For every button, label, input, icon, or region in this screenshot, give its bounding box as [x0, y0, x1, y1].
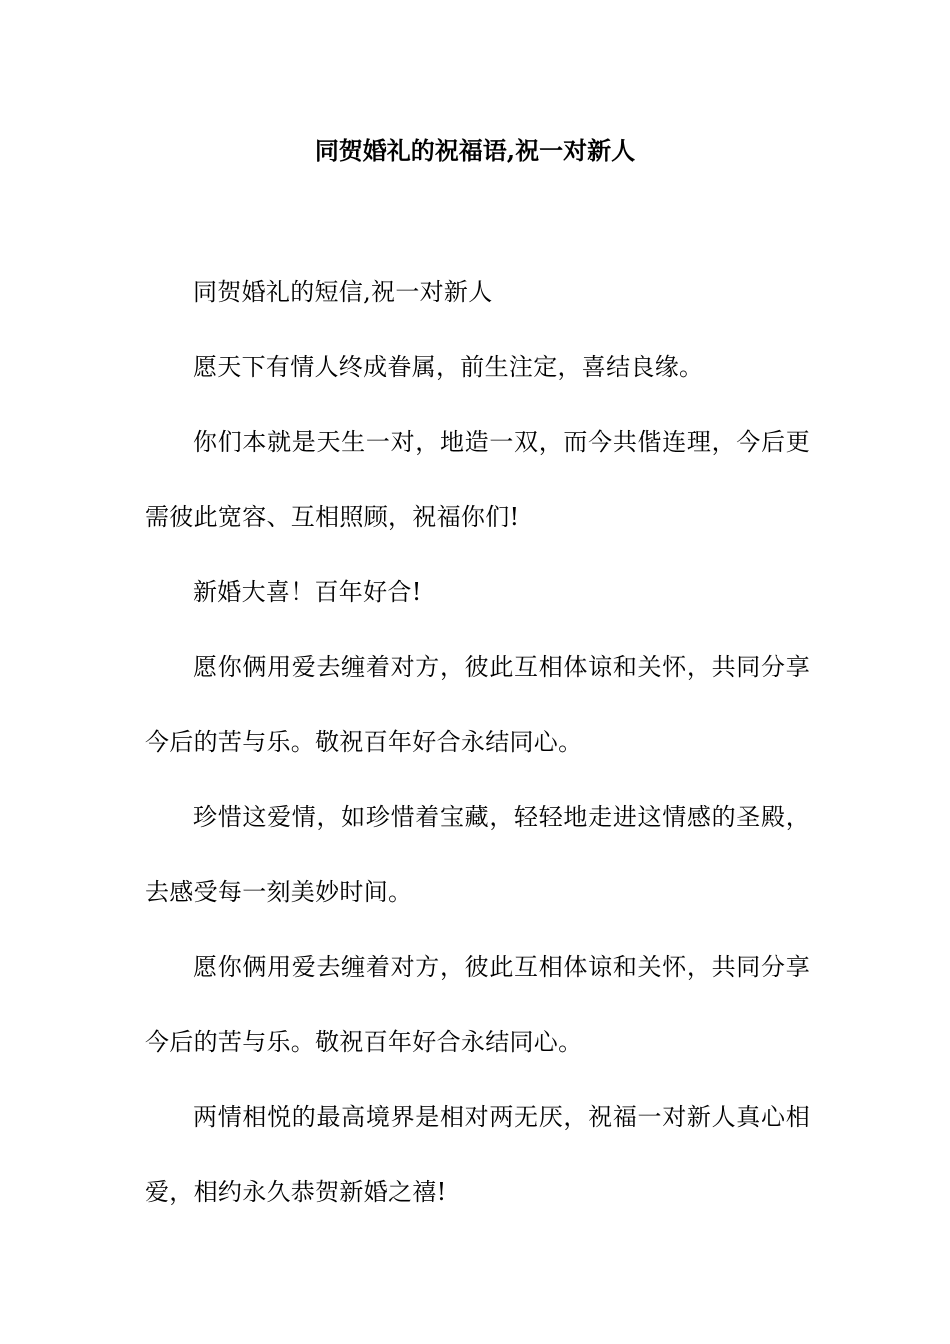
paragraph-3: 你们本就是天生一对，地造一双，而今共偕连理，今后更需彼此宽容、互相照顾，祝福你们! — [145, 428, 810, 531]
paragraph-6: 珍惜这爱情，如珍惜着宝藏，轻轻地走进这情感的圣殿，去感受每一刻美妙时间。 — [145, 803, 810, 906]
paragraph-8: 两情相悦的最高境界是相对两无厌，祝福一对新人真心相爱，相约永久恭贺新婚之禧! — [145, 1103, 810, 1206]
document-body — [145, 255, 810, 1230]
paragraph-2: 愿天下有情人终成眷属，前生注定，喜结良缘。 — [193, 353, 704, 381]
document-title: 同贺婚礼的祝福语,祝一对新人 — [314, 136, 636, 165]
paragraph-1: 同贺婚礼的短信,祝一对新人 — [193, 278, 493, 306]
paragraph-5: 愿你俩用爱去缠着对方，彼此互相体谅和关怀，共同分享今后的苦与乐。敬祝百年好合永结同心。 — [145, 653, 810, 756]
paragraph-7: 愿你俩用爱去缠着对方，彼此互相体谅和关怀，共同分享今后的苦与乐。敬祝百年好合永结同心。 — [145, 953, 810, 1056]
paragraph-4: 新婚大喜！百年好合! — [193, 578, 422, 606]
